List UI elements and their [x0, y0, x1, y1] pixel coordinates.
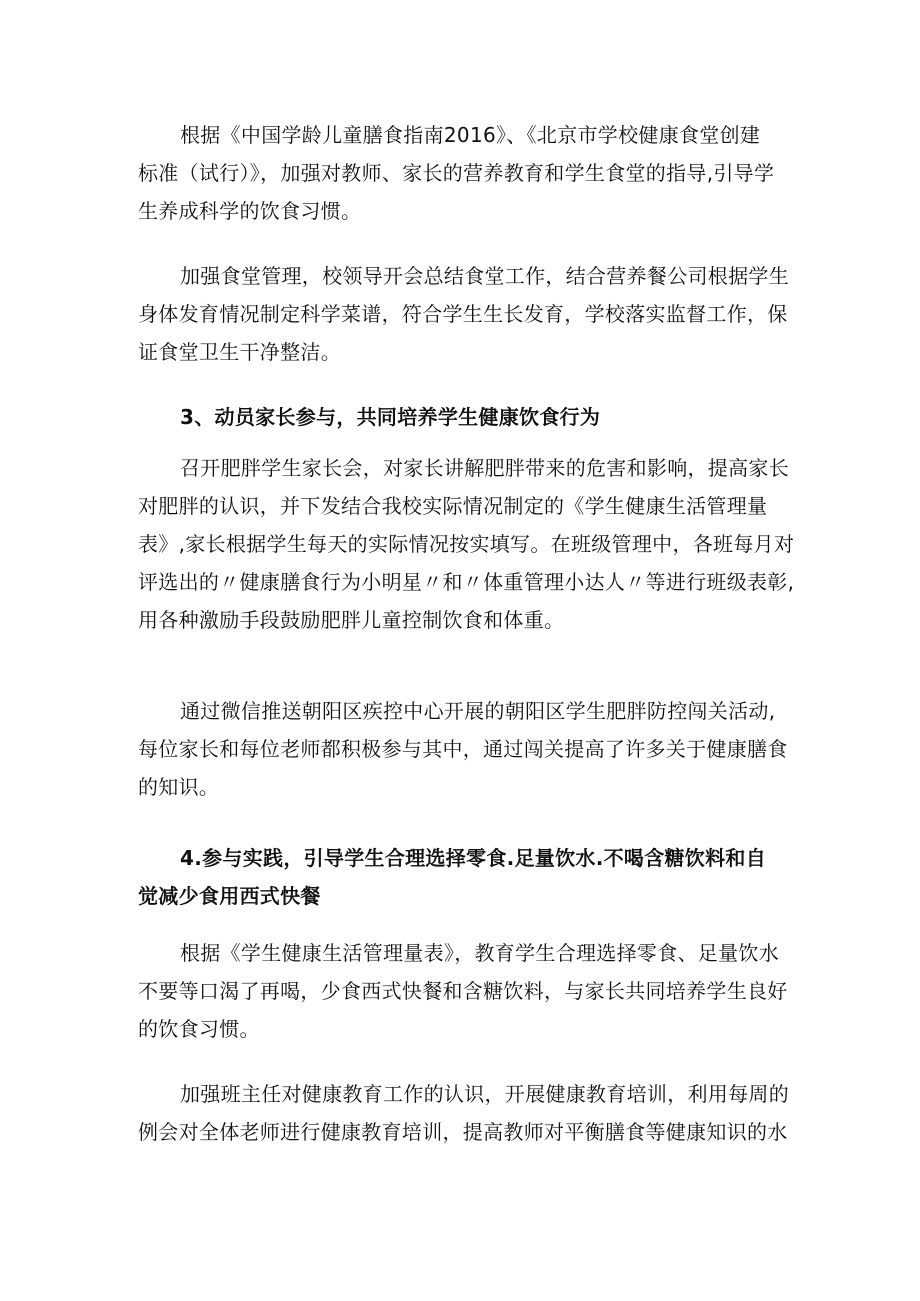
section-heading-line: 3、动员家长参与，共同培养学生健康饮食行为 [180, 405, 601, 429]
paragraph-line: 证食堂卫生干净整洁。 [138, 340, 341, 364]
paragraph-line: 召开肥胖学生家长会，对家长讲解肥胖带来的危害和影响，提高家长 [180, 456, 789, 480]
paragraph-line: 加强食堂管理，校领导开会总结食堂工作，结合营养餐公司根据学生 [180, 264, 789, 288]
section-heading-4 [138, 839, 786, 915]
paragraph-line: 身体发育情况制定科学菜谱，符合学生生长发育，学校落实监督工作，保 [138, 302, 788, 326]
paragraph-line: 的饮食习惯。 [138, 1017, 260, 1041]
paragraph-line: 对肥胖的认识，并下发结合我校实际情况制定的《学生健康生活管理量 [138, 494, 768, 518]
paragraph-line: 每位家长和每位老师都积极参与其中，通过闯关提高了许多关于健康膳食 [138, 737, 788, 761]
paragraph-line: 表》,家长根据学生每天的实际情况按实填写。在班级管理中，各班每月对 [138, 532, 795, 556]
paragraph-line: 加强班主任对健康教育工作的认识，开展健康教育培训，利用每周的 [180, 1082, 789, 1106]
paragraph-line: 标准（试行）》，加强对教师、家长的营养教育和学生食堂的指导,引导学 [138, 161, 775, 185]
paragraph-line: 不要等口渴了再喝，少食西式快餐和含糖饮料，与家长共同培养学生良好 [138, 979, 788, 1003]
paragraph-line: 例会对全体老师进行健康教育培训，提高教师对平衡膳食等健康知识的水 [138, 1120, 788, 1144]
section-heading-line: 觉减少食用西式快餐 [138, 884, 321, 908]
paragraph-1 [138, 116, 786, 230]
paragraph-line: 用各种激励手段鼓励肥胖儿童控制饮食和体重。 [138, 608, 565, 632]
paragraph-line: 生养成科学的饮食习惯。 [138, 199, 362, 223]
paragraph-line: 的知识。 [138, 775, 220, 799]
section-heading-3 [138, 398, 786, 436]
paragraph-line: 根据《学生健康生活管理量表》，教育学生合理选择零食、足量饮水 [180, 941, 779, 965]
section-heading-line: 4.参与实践，引导学生合理选择零食.足量饮水.不喝含糖饮料和自 [180, 846, 767, 870]
paragraph-4 [138, 692, 786, 806]
paragraph-5 [138, 934, 786, 1048]
paragraph-line: 通过微信推送朝阳区疾控中心开展的朝阳区学生肥胖防控闯关活动, [180, 699, 776, 723]
paragraph-line: 根据《中国学龄儿童膳食指南2016》、《北京市学校健康食堂创建 [180, 123, 761, 147]
paragraph-3 [138, 449, 795, 639]
paragraph-line: 评选出的〃健康膳食行为小明星〃和〃体重管理小达人〃等进行班级表彰, [138, 570, 795, 594]
paragraph-2 [138, 257, 789, 371]
paragraph-6 [138, 1075, 789, 1151]
